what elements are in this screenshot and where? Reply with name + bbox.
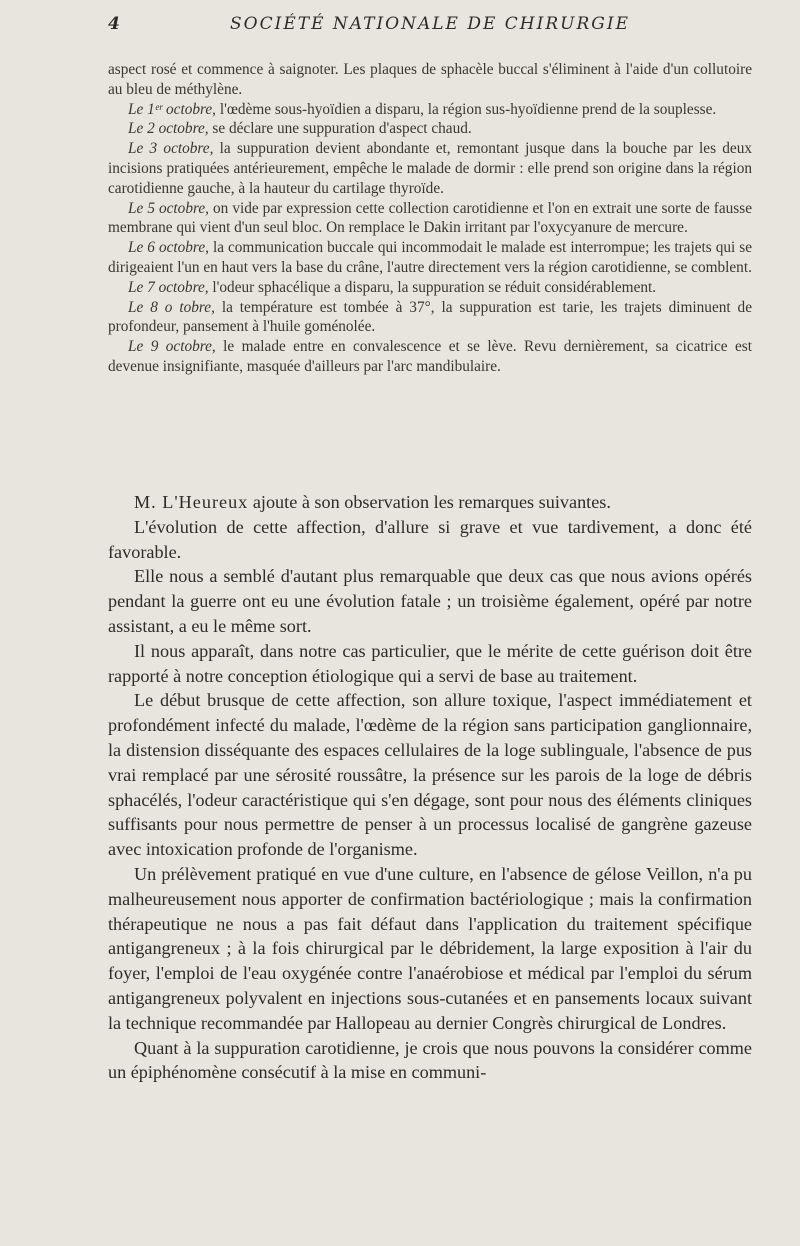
remarks-paragraph: Le début brusque de cette affection, son allure toxique, l'aspect immédiatement et profondément infecté du malade, l'œdème de la région sans participation ganglionnaire, la distension disséquante des espaces cellulaires de la loge sublinguale, l'absence de pus vrai remplacé par une sérosité roussâtre, la présence sur les parois de la loge de débris sphacélés, l'odeur caractéristique qui s'en dégage, sont pour nous des éléments cliniques suffisants pour nous permettre de penser à un processus localisé de gangrène gazeuse avec intoxication profonde de l'organisme.	[108, 690, 752, 860]
observation-entry	[108, 337, 752, 377]
observation-block	[108, 60, 752, 377]
remarks-paragraph: Elle nous a semblé d'autant plus remarquable que deux cas que nous avions opérés pendant la guerre ont eu une évolution fatale ; un troisième également, opéré par notre assistant, a eu le même sort.	[108, 566, 752, 636]
observation-entry	[108, 238, 752, 278]
observation-entry	[108, 119, 752, 139]
entry-text: se déclare une suppuration d'aspect chaud.	[208, 120, 472, 138]
remarks-paragraph: Il nous apparaît, dans notre cas particulier, que le mérite de cette guérison doit être rapporté à notre conception étiologique qui a servi de base au traitement.	[108, 640, 752, 686]
remarks-opening-text: ajoute à son observation les remarques suivantes.	[248, 492, 611, 512]
entry-text: la communication buccale qui incommodait le malade est interrompue; les trajets qui se dirigeaient l'un en haut vers la base du crâne, l'autre directement vers la région carotidienne, se comblent.	[108, 239, 752, 276]
entry-date: Le 5 octobre,	[128, 199, 209, 217]
entry-date: Le 1ᵉʳ octobre,	[128, 100, 216, 118]
entry-text: on vide par expression cette collection carotidienne et l'on en extrait une sorte de fausse membrane qui vient d'un seul bloc. On remplace le Dakin irritant par l'oxycyanure de mercure.	[108, 199, 753, 237]
entry-text: le malade entre en convalescence et se lève. Revu dernièrement, sa cicatrice est devenue insignifiante, masquée d'ailleurs par l'arc mandibulaire.	[108, 338, 752, 375]
observation-entry	[108, 100, 752, 120]
entry-date: Le 6 octobre,	[128, 239, 209, 257]
observation-entry	[108, 199, 752, 239]
entry-text: l'œdème sous-hyoïdien a disparu, la région sus-hyoïdienne prend de la souplesse.	[216, 100, 717, 118]
remarks-opening	[108, 490, 752, 515]
remarks-paragraph: Quant à la suppuration carotidienne, je crois que nous pouvons la considérer comme un épiphénomène consécutif à la mise en communi-	[108, 1037, 752, 1083]
entry-date: Le 8 o tobre,	[128, 298, 215, 316]
speaker-name: M. L'Heureux	[134, 492, 249, 512]
entry-text: la suppuration devient abondante et, remontant jusque dans la bouche par les deux incisions pratiquées antérieurement, empêche le malade de dormir : elle prend son origine dans la région carotidienne gauche, à la hauteur du cartilage thyroïde.	[108, 140, 753, 197]
entry-date: Le 7 octobre,	[128, 278, 209, 296]
entry-date: Le 9 octobre,	[128, 338, 216, 356]
page-header	[108, 14, 752, 44]
entry-text: la température est tombée à 37°, la suppuration est tarie, les trajets diminuent de profondeur, pansement à l'huile goménolée.	[108, 298, 752, 336]
observation-entry	[108, 298, 752, 338]
page-number: 4	[108, 14, 120, 34]
remarks-block	[108, 490, 752, 1085]
entry-text: l'odeur sphacélique a disparu, la suppuration se réduit considérablement.	[208, 278, 657, 296]
observation-entry	[108, 278, 752, 298]
remarks-paragraph: L'évolution de cette affection, d'allure si grave et vue tardivement, a donc été favorable.	[108, 516, 752, 562]
entry-date: Le 2 octobre,	[128, 120, 209, 138]
entry-date: Le 3 octobre,	[128, 140, 214, 158]
running-title: SOCIÉTÉ NATIONALE DE CHIRURGIE	[230, 14, 630, 34]
observation-intro: aspect rosé et commence à saignoter. Les plaques de sphacèle buccal s'éliminent à l'aide d'un collutoire au bleu de méthylène.	[108, 61, 752, 98]
observation-entry	[108, 139, 752, 198]
remarks-paragraph: Un prélèvement pratiqué en vue d'une culture, en l'absence de gélose Veillon, n'a pu malheureusement nous apporter de confirmation bactériologique ; mais la confirmation thérapeutique ne nous a pas fait défaut dans l'application du traitement spécifique antigangreneux ; à la fois chirurgical par le débridement, la large exposition à l'air du foyer, l'emploi de l'eau oxygénée contre l'anaérobiose et médical par l'emploi du sérum antigangreneux polyvalent en injections sous-cutanées et en pansements locaux suivant la technique recommandée par Hallopeau au dernier Congrès chirurgical de Londres.	[108, 863, 752, 1033]
